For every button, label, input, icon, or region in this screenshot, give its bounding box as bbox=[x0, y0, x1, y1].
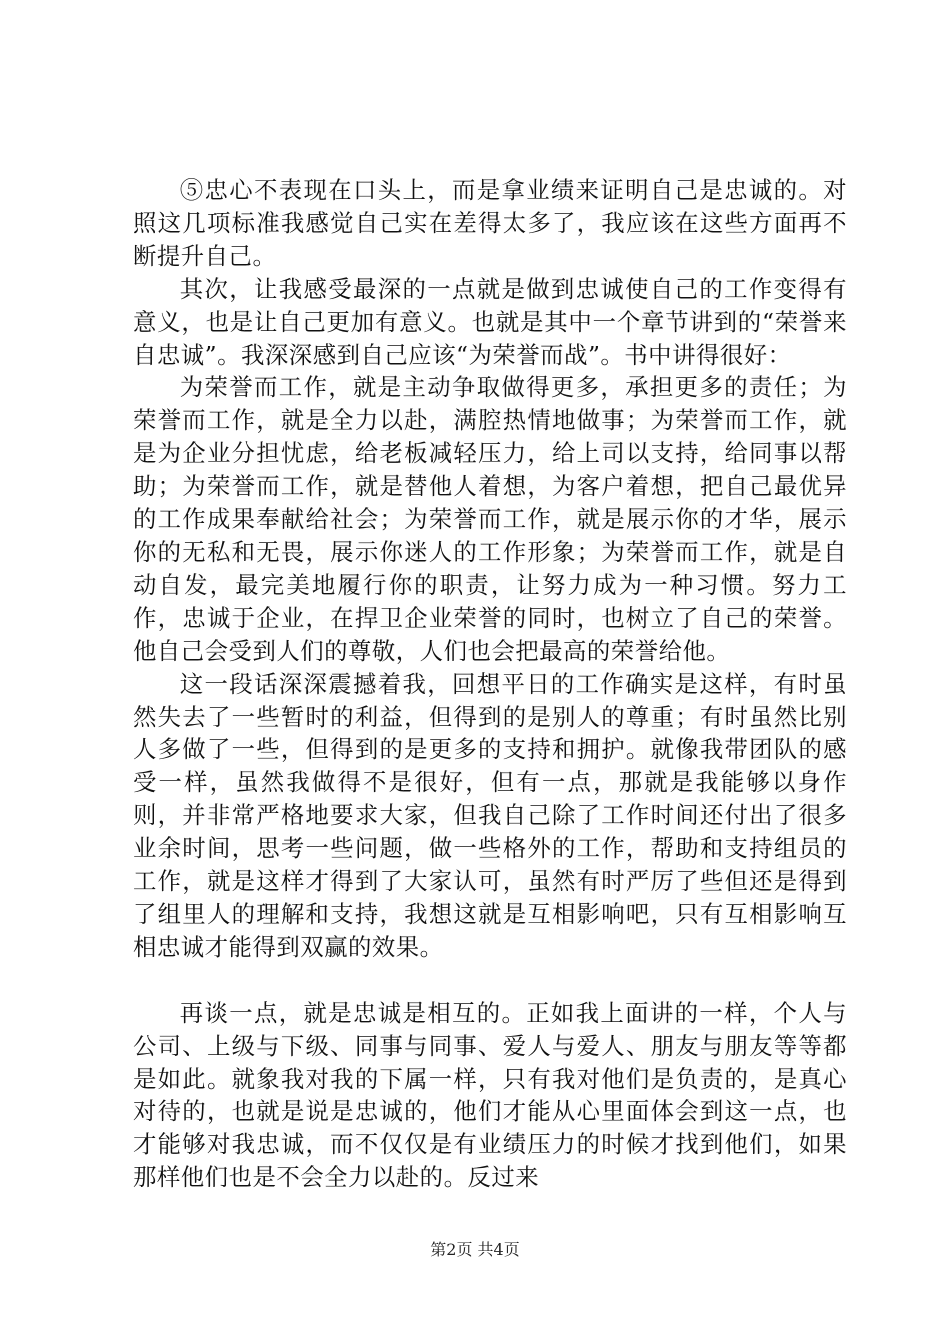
paragraph-honor-from-loyalty: 其次，让我感受最深的一点就是做到忠诚使自己的工作变得有意义，也是让自己更加有意义。也就是其中一个章节讲到的“荣誉来自忠诚”。我深深感到自己应该“为荣誉而战”。书中讲得很好： bbox=[133, 274, 847, 369]
page-number-footer: 第2页 共4页 bbox=[430, 1240, 520, 1259]
paragraph-reflection: 这一段话深深震撼着我，回想平日的工作确实是这样，有时虽然失去了一些暂时的利益，但得到的是别人的尊重；有时虽然比别人多做了一些，但得到的是更多的支持和拥护。就像我带团队的感受一样，虽然我做得不是很好，但有一点，那就是我能够以身作则，并非常严格地要求大家，但我自己除了工作时间还付出了很多业余时间，思考一些问题，做一些格外的工作，帮助和支持组员的工作，就是这样才得到了大家认可，虽然有时严厉了些但还是得到了组里人的理解和支持，我想这就是互相影响吧，只有互相影响互相忠诚才能得到双赢的效果。 bbox=[133, 669, 847, 961]
paragraph-loyalty-criterion: ⑤忠心不表现在口头上，而是拿业绩来证明自己是忠诚的。对照这几项标准我感觉自己实在差得太多了，我应该在这些方面再不断提升自己。 bbox=[133, 176, 847, 270]
paragraph-work-for-honor: 为荣誉而工作，就是主动争取做得更多，承担更多的责任；为荣誉而工作，就是全力以赴，满腔热情地做事；为荣誉而工作，就是为企业分担忧虑，给老板减轻压力，给上司以支持，给同事以帮助；为荣誉而工作，就是替他人着想，为客户着想，把自己最优异的工作成果奉献给社会；为荣誉而工作，就是展示你的才华，展示你的无私和无畏，展示你迷人的工作形象；为荣誉而工作，就是自动自发，最完美地履行你的职责，让努力成为一种习惯。努力工作，忠诚于企业，在捍卫企业荣誉的同时，也树立了自己的荣誉。他自己会受到人们的尊敬，人们也会把最高的荣誉给他。 bbox=[133, 373, 847, 665]
paragraph-mutual-loyalty: 再谈一点，就是忠诚是相互的。正如我上面讲的一样，个人与公司、上级与下级、同事与同事、爱人与爱人、朋友与朋友等等都是如此。就象我对我的下属一样，只有我对他们是负责的，是真心对待的，也就是说是忠诚的，他们才能从心里面体会到这一点，也才能够对我忠诚，而不仅仅是有业绩压力的时候才找到他们，如果那样他们也是不会全力以赴的。反过来 bbox=[133, 998, 847, 1192]
document-body bbox=[133, 174, 847, 1194]
paragraph-gap bbox=[133, 964, 847, 997]
